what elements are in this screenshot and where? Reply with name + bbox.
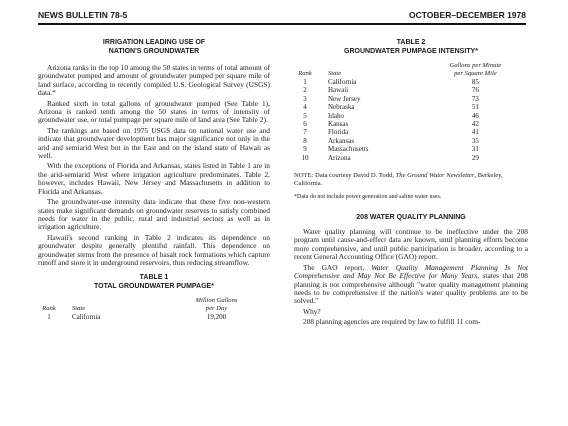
state-cell: California <box>72 313 101 322</box>
table2-col-value-line1: Gallons per Minute <box>449 62 502 69</box>
value-cell: 51 <box>471 103 479 112</box>
value-cell: 46 <box>471 111 479 120</box>
right-column <box>294 38 528 329</box>
rank-cell: 5 <box>303 111 307 120</box>
rank-cell: 3 <box>303 94 307 103</box>
article-title-line1: IRRIGATION LEADING USE OF <box>102 39 206 46</box>
state-cell: Nebraska <box>328 103 355 112</box>
table2-col-rank: Rank <box>298 70 312 77</box>
state-cell: Massachusetts <box>328 145 369 154</box>
value-cell: 85 <box>471 78 479 86</box>
state-cell: Arizona <box>328 153 351 162</box>
section2-title: 208 WATER QUALITY PLANNING <box>356 214 466 222</box>
table-row <box>294 95 528 103</box>
rank-cell: 9 <box>303 145 307 154</box>
table-row <box>294 78 528 86</box>
table2-col-state: State <box>328 70 342 77</box>
article-paragraph: Water quality planning will continue to be ineffective under the 208 program until cause-and-effect data are known, until planning efforts become more comprehensive, and until public participation is broader, according to a recent General Accounting Office (GAO) report. <box>294 227 528 262</box>
table2-footnote: *Data do not include power generation and saline water uses. <box>294 194 442 201</box>
table2-col-value-line2: per Square Mile <box>454 70 497 77</box>
article-paragraph: The groundwater-use intensity data indicate that these five non-western states make significant demands on groundwater reserves to satisfy combined needs for water in the public, rural and industrial sectors as well as in irrigation agriculture. <box>38 197 270 232</box>
table2 <box>294 62 528 162</box>
rank-cell: 10 <box>301 153 309 162</box>
bulletin-header <box>38 10 526 25</box>
table-row <box>294 86 528 94</box>
article-paragraph: Why? <box>303 306 321 316</box>
table1-col-value-line1: Million Gallons <box>195 297 238 305</box>
value-cell: 73 <box>471 94 479 103</box>
table-row <box>294 120 528 128</box>
table1-col-value-line2: per Day <box>205 305 228 313</box>
rank-cell: 4 <box>303 103 307 112</box>
table2-note <box>294 172 528 188</box>
state-cell: Florida <box>328 128 349 137</box>
table1-label: TABLE 1 <box>139 274 169 282</box>
table-row <box>294 154 528 162</box>
bulletin-number: NEWS BULLETIN 78-5 <box>38 10 128 20</box>
state-cell: Arkansas <box>328 136 355 145</box>
article-paragraph: 208 planning agencies are required by law to fulfill 11 com- <box>303 317 481 327</box>
article-paragraph: With the exceptions of Florida and Arkansas, states listed in Table 1 are in the arid-semiarid West where irrigation agriculture predominates. Table 2, however, includes Hawaii, New Jersey and Massachusetts in addition to Florida and Arkansas. <box>38 161 270 196</box>
article-title-line2: NATION'S GROUNDWATER <box>108 48 200 55</box>
rank-cell: 2 <box>303 86 307 95</box>
rank-cell: 8 <box>303 136 307 145</box>
table2-col-value <box>423 62 528 78</box>
rank-cell: 1 <box>303 78 307 86</box>
state-cell: California <box>328 78 357 86</box>
table2-title: GROUNDWATER PUMPAGE INTENSITY* <box>344 48 478 55</box>
article-paragraph <box>294 264 528 306</box>
value-cell: 31 <box>471 145 479 154</box>
table2-header-row <box>294 62 528 78</box>
rank-cell: 6 <box>303 120 307 129</box>
gao-report-title: Water Quality Management Planning Is Not Comprehensive and May Not Be Effective for Many Years <box>294 262 528 281</box>
gao-text-b: , states that 208 planning is not comprehensive although "water quality management planning needs to be comprehensive if the nation's water quality problems are to be solved." <box>294 271 528 306</box>
article-paragraph: Arizona ranks in the top 10 among the 50 states in terms of total amount of groundwater pumped and amount of groundwater pumped per square mile of land surface, according to recently compiled U.S. Geological Survey (USGS) data.* <box>38 63 270 98</box>
table1-col-state: State <box>72 305 86 313</box>
article-paragraph: Hawaii's second ranking in Table 2 indicates its dependence on groundwater despite generally plentiful rainfall. This dependence on groundwater stems from the presence of basalt rock formations which capture runoff and store it in underground reservoirs, thus reducing streamflow. <box>38 232 270 267</box>
state-cell: Kansas <box>328 120 349 129</box>
value-cell: 35 <box>471 136 479 145</box>
state-cell: New Jersey <box>328 94 361 103</box>
table-row <box>294 112 528 120</box>
note-suffix: , Berkeley, California. <box>294 172 503 188</box>
article-paragraph: The rankings are based on 1975 USGS data on national water use and indicate that groundwater development has major significance not only in the arid and semiarid West but in the East and on the island state of Hawaii as well. <box>38 125 270 161</box>
table2-label: TABLE 2 <box>396 39 426 46</box>
note-prefix: NOTE: Data courtesy David D. Todd, <box>294 172 396 180</box>
rank-cell: 7 <box>303 128 307 137</box>
value-cell: 76 <box>471 86 479 95</box>
table1 <box>38 297 270 321</box>
table1-col-value <box>163 297 270 313</box>
bulletin-date: OCTOBER–DECEMBER 1978 <box>409 10 526 20</box>
table-row <box>294 103 528 111</box>
article-paragraph: Ranked sixth in total gallons of groundwater pumped (See Table 1), Arizona is ranked tenth among the 50 states in terms of intensity of groundwater use, or total pumpage per square mile of land area (See Table 2). <box>38 98 270 125</box>
value-cell: 29 <box>471 153 479 162</box>
rank-cell: 1 <box>47 313 51 322</box>
table1-title: TOTAL GROUNDWATER PUMPAGE* <box>94 283 214 291</box>
value-cell: 41 <box>471 128 479 137</box>
state-cell: Idaho <box>328 111 344 120</box>
gao-text-a: The GAO report, <box>303 262 372 272</box>
note-publication: The Ground Water Newsletter <box>395 172 475 180</box>
state-cell: Hawaii <box>328 86 349 95</box>
table1-header-row <box>38 297 270 313</box>
table1-col-rank: Rank <box>42 305 56 313</box>
value-cell: 19,200 <box>206 313 227 322</box>
value-cell: 42 <box>471 120 479 129</box>
table-row <box>294 145 528 153</box>
table-row <box>38 313 270 321</box>
left-column <box>38 38 270 322</box>
table-row <box>294 137 528 145</box>
table-row <box>294 128 528 136</box>
